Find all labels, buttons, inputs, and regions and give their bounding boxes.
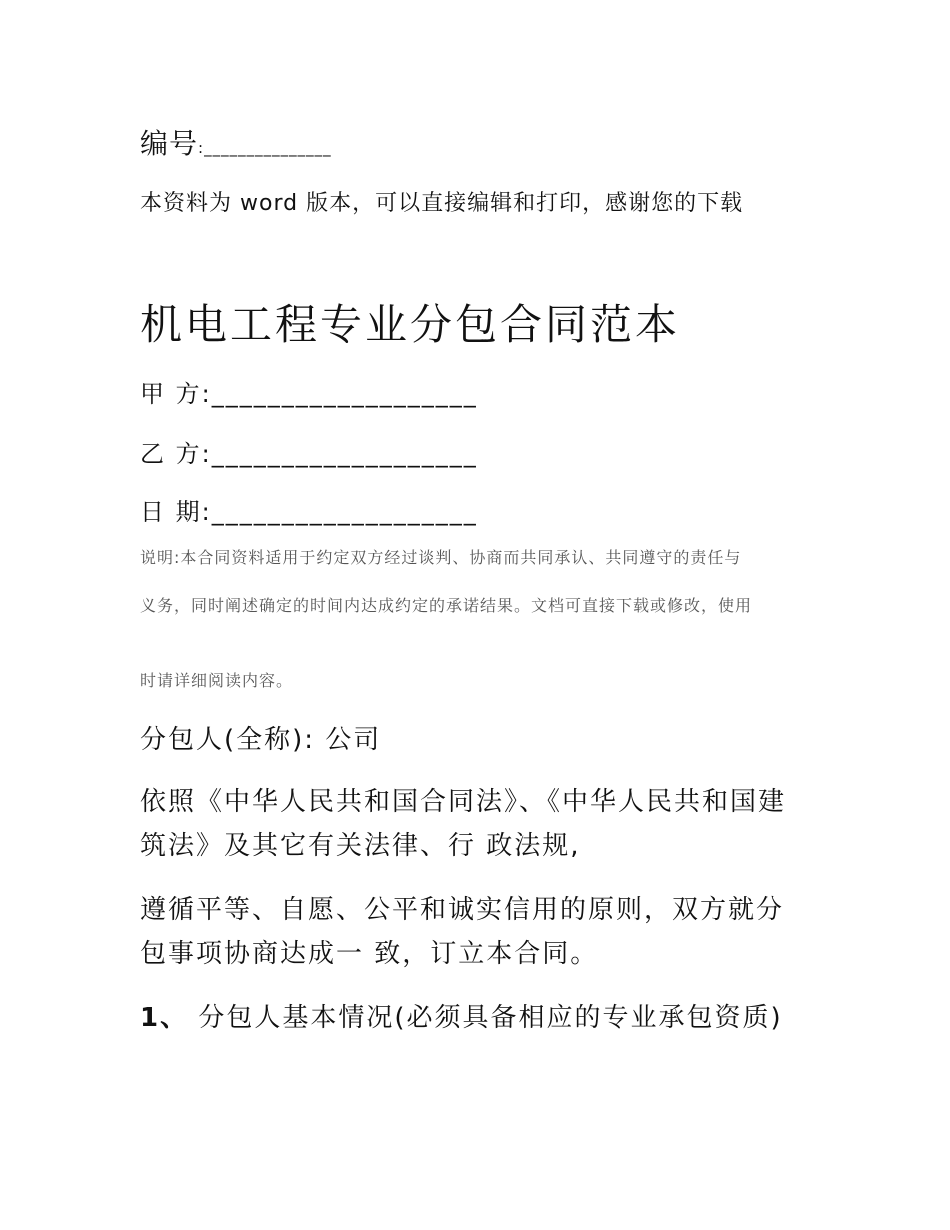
paragraph-principles: 遵循平等、自愿、公平和诚实信用的原则，双方就分包事项协商达成一 致，订立本合同。 bbox=[140, 895, 785, 969]
party-b-line: 乙 方:___________________ bbox=[140, 440, 478, 468]
section-1-text: 分包人基本情况(必须具备相应的专业承包资质) bbox=[188, 1003, 783, 1033]
section-1-number: 1、 bbox=[140, 1003, 189, 1033]
section-1-heading bbox=[140, 996, 800, 1040]
doc-number-label: 编号 bbox=[140, 127, 199, 160]
date-line: 日 期:___________________ bbox=[140, 498, 478, 526]
paragraph-legal-basis: 依照《中华人民共和国合同法》、《中华人民共和国建筑法》及其它有关法律、行 政法规, bbox=[140, 787, 787, 861]
description-line-2: 义务，同时阐述确定的时间内达成约定的承诺结果。文档可直接下载或修改，使用 bbox=[140, 596, 753, 615]
doc-number bbox=[140, 122, 332, 162]
description-line-3: 时请详细阅读内容。 bbox=[140, 671, 294, 690]
download-notice: 本资料为 word 版本，可以直接编辑和打印，感谢您的下载 bbox=[140, 191, 744, 216]
subcontractor-name: 分包人(全称): 公司 bbox=[140, 725, 382, 755]
description-line-1: 说明:本合同资料适用于约定双方经过谈判、协商而共同承认、共同遵守的责任与 bbox=[140, 548, 742, 567]
party-a-line: 甲 方:___________________ bbox=[140, 380, 478, 408]
document-title: 机电工程专业分包合同范本 bbox=[140, 300, 681, 349]
doc-number-blank: :_______________ bbox=[198, 139, 332, 157]
